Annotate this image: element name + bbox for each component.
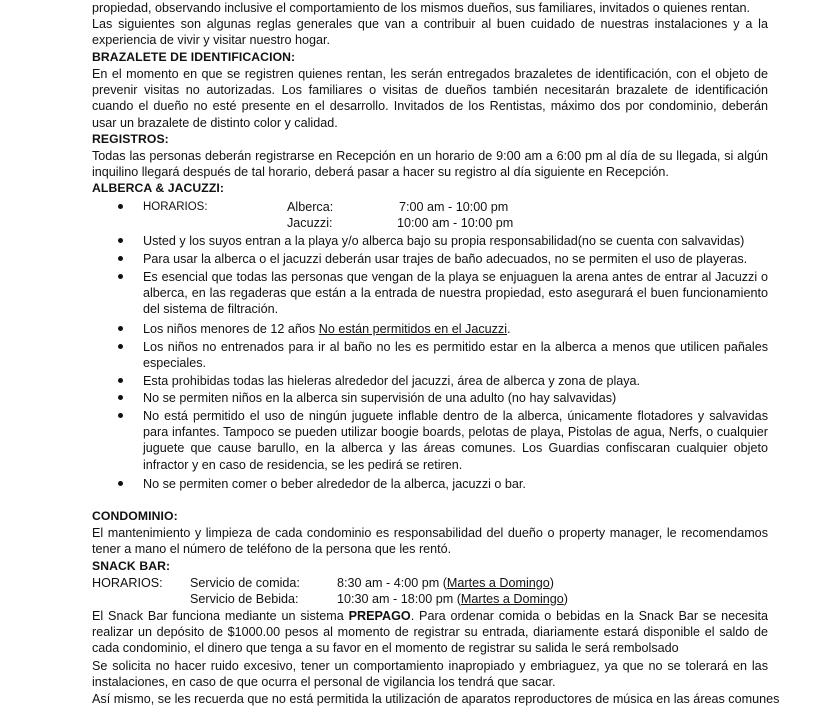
intro-paragraph: Las siguientes son algunas reglas generales que van a contribuir al buen cuidado de nuestras instalaciones y a la experiencia de vivir y visitar nuestro hogar. <box>92 17 768 48</box>
bullet-icon <box>118 481 123 486</box>
bullet-icon <box>118 204 123 209</box>
snack-p1-bold: PREPAGO <box>348 609 411 623</box>
snack-horarios-label: HORARIOS: <box>92 576 163 590</box>
snack-food-hours <box>337 575 554 591</box>
alberca-schedule-place: Alberca: <box>287 200 334 214</box>
snack-p1-end: . Para ordenar comida o bebidas en la Snack Bar se necesita realizar un depósito de $1000.00 pesos al momento de registrar su entrada, diariamente estará disponible el saldo de cada condominio, el dinero que tenga a su favor en el momento de registrar su salida le será rembolsado <box>92 609 768 656</box>
bullet-icon <box>118 344 123 349</box>
brazalete-heading: BRAZALETE DE IDENTIFICACION: <box>92 50 296 64</box>
snack-service-food: Servicio de comida: <box>190 576 300 590</box>
snack-drink-hours <box>337 591 568 607</box>
snack-food-time: 8:30 am - 4:00 pm ( <box>337 576 447 590</box>
rule-text-end: . <box>507 322 511 336</box>
snack-drink-close: ) <box>563 592 568 606</box>
snack-food-days: Martes a Domingo <box>446 576 550 590</box>
snack-p1-start: El Snack Bar funciona mediante un sistema <box>92 609 349 623</box>
bullet-icon <box>118 413 123 418</box>
alberca-rule-text: Esta prohibidas todas las hieleras alrededor del jacuzzi, área de alberca y zona de playa. <box>143 374 641 388</box>
condominio-paragraph: El mantenimiento y limpieza de cada condominio es responsabilidad del dueño o property manager, le recomendamos tener a mano el número de teléfono de la persona que les rentó. <box>92 526 768 557</box>
rule-underlined-text: No están permitidos en el Jacuzzi <box>318 322 508 336</box>
condominio-heading: CONDOMINIO: <box>92 509 178 523</box>
bullet-icon <box>118 256 123 261</box>
alberca-rule-text: Es esencial que todas las personas que vengan de la playa se enjuaguen la arena antes de entrar al Jacuzzi o alberca, en las regaderas que están a la entrada de nuestra propiedad, esto asegurará el buen funcionamiento del sistema de filtración. <box>143 270 768 317</box>
alberca-schedule-time: 7:00 am - 10:00 pm <box>399 200 509 214</box>
alberca-rule-text: No se permiten niños en la alberca sin supervisión de una adulto (no hay salvavidas) <box>143 391 617 405</box>
registros-heading: REGISTROS: <box>92 132 169 146</box>
alberca-heading: ALBERCA & JACUZZI: <box>92 181 225 195</box>
bullet-icon <box>118 238 123 243</box>
jacuzzi-schedule-time: 10:00 am - 10:00 pm <box>397 216 514 230</box>
alberca-rule-text <box>143 321 768 337</box>
alberca-horarios-label: HORARIOS: <box>143 201 208 213</box>
snack-food-close: ) <box>549 576 554 590</box>
rule-text-start: Los niños menores de 12 años <box>143 322 319 336</box>
bullet-icon <box>118 274 123 279</box>
brazalete-paragraph: En el momento en que se registren quienes rentan, les serán entregados brazaletes de identificación, con el objeto de prevenir visitas no autorizadas. Los familiares o visitas de dueños también necesitarán brazalete de identificación cuando el dueño no esté presente en el desarrollo. Invitados de los Rentistas, máximo dos por condominio, deberán usar un brazalete de distinto color y calidad. <box>92 67 768 130</box>
alberca-rule-text: Usted y los suyos entran a la playa y/o alberca bajo su propia responsabilidad(no se cuenta con salvavidas) <box>143 234 745 248</box>
snack-paragraph-prepago <box>92 608 768 657</box>
alberca-rule-text: No está permitido el uso de ningún juguete inflable dentro de la alberca, únicamente flotadores y salvavidas para infantes. Tampoco se pueden utilizar boogie boards, pelotas de playa, Pistolas de agua, Nerfs, o cualquier juguete que cause barullo, en la alberca y las áreas comunes. Los Guardias confiscaran cualquier objeto infractor y en caso de residencia, se les pedirá se retiren. <box>143 409 768 472</box>
snack-drink-time: 10:30 am - 18:00 pm ( <box>337 592 461 606</box>
snack-service-drink: Servicio de Bebida: <box>190 592 299 606</box>
bullet-icon <box>118 378 123 383</box>
alberca-rule-text: Para usar la alberca o el jacuzzi deberán usar trajes de baño adecuados, no se permiten el uso de playeras. <box>143 252 748 266</box>
alberca-rule-text: No se permiten comer o beber alrededor de la alberca, jacuzzi o bar. <box>143 477 526 491</box>
snack-paragraph-musica: Así mismo, se les recuerda que no está permitida la utilización de aparatos reproductores de música en las áreas comunes <box>92 692 780 706</box>
snack-drink-days: Martes a Domingo <box>460 592 564 606</box>
snack-paragraph-ruido: Se solicita no hacer ruido excesivo, tener un comportamiento inapropiado y embriaguez, ya que no se tolerará en las instalaciones, en caso de que ocurra el personal de vigilancia los tendrá que sacar. <box>92 659 768 690</box>
bullet-icon <box>118 395 123 400</box>
registros-paragraph: Todas las personas deberán registrarse en Recepción en un horario de 9:00 am a 6:00 pm al día de su llegada, si algún inquilino llegará después de tal horario, deberá pasar a hacer su registro al día siguiente en Recepción. <box>92 149 768 180</box>
jacuzzi-schedule-place: Jacuzzi: <box>287 216 333 230</box>
bullet-icon <box>118 326 123 331</box>
alberca-rule-text: Los niños no entrenados para ir al baño no les es permitido estar en la alberca a menos que utilicen pañales especiales. <box>143 340 768 371</box>
intro-line-1: propiedad, observando inclusive el comportamiento de los mismos dueños, sus familiares, invitados o quienes rentan. <box>92 1 751 15</box>
snack-heading: SNACK BAR: <box>92 559 171 573</box>
